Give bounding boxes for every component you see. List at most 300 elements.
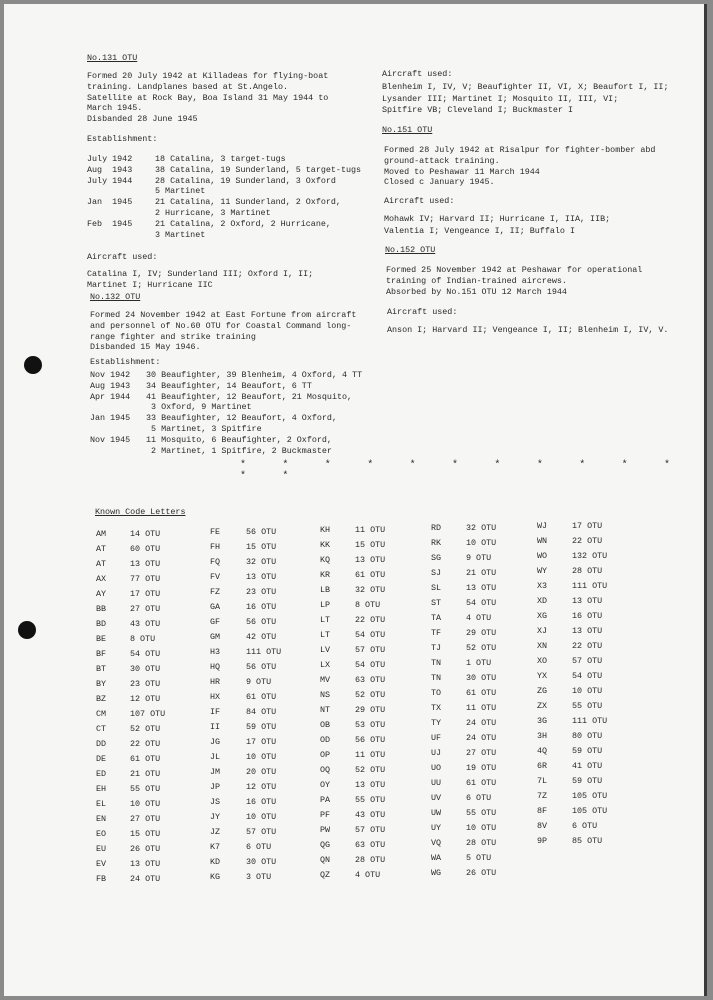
code-letters: XN: [537, 641, 548, 651]
code-letters: XD: [537, 596, 548, 606]
code-row: [96, 574, 165, 589]
establishment-aircraft: 5 Martinet, 3 Spitfire: [146, 423, 262, 434]
code-row: [431, 538, 496, 553]
establishment-aircraft: 2 Hurricane, 3 Martinet: [155, 207, 271, 218]
text-line: Closed c January 1945.: [384, 177, 495, 188]
code-unit: 12 OTU: [130, 694, 161, 704]
code-unit: 132 OTU: [572, 551, 608, 561]
code-row: [320, 600, 385, 615]
code-unit: 24 OTU: [130, 874, 161, 884]
otu132-aircraft-label: Aircraft used:: [382, 69, 453, 79]
code-row: [320, 780, 385, 795]
code-unit: 4 OTU: [466, 613, 492, 623]
code-letters: KD: [210, 857, 221, 867]
code-letters: OQ: [320, 765, 331, 775]
code-unit: 107 OTU: [130, 709, 166, 719]
code-row: [431, 763, 496, 778]
code-letters: UY: [431, 823, 442, 833]
code-row: [210, 542, 281, 557]
establishment-date: Apr 1944: [90, 391, 131, 402]
code-row: [210, 587, 281, 602]
code-row: [210, 842, 281, 857]
code-letters: ST: [431, 598, 442, 608]
code-row: [431, 628, 496, 643]
establishment-aircraft: 21 Catalina, 2 Oxford, 2 Hurricane,: [155, 218, 331, 229]
code-row: [431, 808, 496, 823]
code-letters: UU: [431, 778, 442, 788]
establishment-date: [90, 424, 146, 435]
code-row: [537, 611, 607, 626]
text-line: Formed 24 November 1942 at East Fortune from aircraft: [90, 310, 357, 320]
code-row: [320, 585, 385, 600]
section-title-132-otu: No.132 OTU: [90, 292, 141, 302]
code-column: [320, 525, 385, 885]
code-row: [537, 716, 607, 731]
code-unit: 105 OTU: [572, 791, 608, 801]
code-row: [210, 782, 281, 797]
otu131-aircraft-label: Aircraft used:: [87, 252, 158, 262]
text-line: Valentia I; Vengeance I, II; Buffalo I: [384, 225, 575, 236]
separator-text: * * * * * * * * * * * * *: [240, 460, 686, 482]
code-unit: 111 OTU: [246, 647, 282, 657]
text-line: Spitfire VB; Cleveland I; Buckmaster I: [382, 105, 573, 115]
code-unit: 54 OTU: [130, 649, 161, 659]
otu131-establishment-label: Establishment:: [87, 134, 158, 144]
code-row: [210, 797, 281, 812]
code-row: [96, 619, 165, 634]
code-row: [537, 626, 607, 641]
code-unit: 105 OTU: [572, 806, 608, 816]
code-letters: ED: [96, 769, 107, 779]
code-row: [210, 737, 281, 752]
code-letters: JG: [210, 737, 221, 747]
code-letters: AT: [96, 544, 107, 554]
code-letters: GA: [210, 602, 221, 612]
code-row: [210, 527, 281, 542]
code-letters: OP: [320, 750, 331, 760]
code-unit: 32 OTU: [246, 557, 277, 567]
code-unit: 43 OTU: [130, 619, 161, 629]
code-row: [210, 572, 281, 587]
code-unit: 61 OTU: [355, 570, 386, 580]
code-unit: 22 OTU: [572, 536, 603, 546]
code-row: [320, 675, 385, 690]
code-unit: 19 OTU: [466, 763, 497, 773]
code-unit: 52 OTU: [130, 724, 161, 734]
establishment-date: Jan 1945: [90, 413, 131, 424]
code-row: [96, 844, 165, 859]
code-row: [431, 598, 496, 613]
code-unit: 16 OTU: [572, 611, 603, 621]
section-title-131-otu: No.131 OTU: [87, 53, 138, 63]
code-row: [320, 840, 385, 855]
code-letters: WN: [537, 536, 548, 546]
code-row: [320, 750, 385, 765]
code-letters: AT: [96, 559, 107, 569]
code-row: [96, 874, 165, 889]
code-unit: 56 OTU: [246, 662, 277, 672]
code-letters: CM: [96, 709, 107, 719]
code-unit: 26 OTU: [130, 844, 161, 854]
code-unit: 29 OTU: [355, 705, 386, 715]
text-line: Martinet I; Hurricane IIC: [87, 279, 213, 290]
code-row: [96, 589, 165, 604]
text-line: Disbanded 15 May 1946.: [90, 342, 201, 353]
code-row: [320, 735, 385, 750]
text-line: training of Indian-trained aircrews.: [386, 275, 567, 286]
code-row: [210, 662, 281, 677]
code-letters: OD: [320, 735, 331, 745]
code-row: [210, 827, 281, 842]
code-letters: WG: [431, 868, 442, 878]
establishment-aircraft: 38 Catalina, 19 Sunderland, 5 target-tugs: [155, 164, 362, 175]
code-row: [431, 868, 496, 883]
code-letters: 7L: [537, 776, 548, 786]
establishment-date: Aug 1943: [90, 380, 131, 391]
code-letters: FB: [96, 874, 107, 884]
code-unit: 42 OTU: [246, 632, 277, 642]
code-unit: 26 OTU: [466, 868, 497, 878]
code-letters: FV: [210, 572, 221, 582]
otu132-establishment-table: [90, 370, 362, 456]
code-letters: HQ: [210, 662, 221, 672]
code-letters: KG: [210, 872, 221, 882]
text-line: March 1945.: [87, 103, 143, 114]
code-letters: EV: [96, 859, 107, 869]
otu132-establishment-label: Establishment:: [90, 357, 161, 367]
establishment-aircraft: 30 Beaufighter, 39 Blenheim, 4 Oxford, 4 TT: [146, 370, 363, 380]
code-letters: TN: [431, 673, 442, 683]
code-row: [210, 812, 281, 827]
code-row: [96, 544, 165, 559]
code-letters: H3: [210, 647, 221, 657]
text-line: Formed 28 July 1942 at Risalpur for fighter-bomber abd: [384, 145, 656, 155]
code-letters: NS: [320, 690, 331, 700]
code-row: [320, 540, 385, 555]
code-row: [210, 632, 281, 647]
code-letters: CT: [96, 724, 107, 734]
code-unit: 30 OTU: [246, 857, 277, 867]
code-row: [537, 731, 607, 746]
code-unit: 13 OTU: [246, 572, 277, 582]
code-unit: 54 OTU: [355, 660, 386, 670]
code-unit: 52 OTU: [355, 690, 386, 700]
code-unit: 16 OTU: [246, 602, 277, 612]
code-letters: K7: [210, 842, 221, 852]
code-unit: 13 OTU: [572, 626, 603, 636]
otu132-description: [90, 310, 356, 353]
code-unit: 8 OTU: [355, 600, 381, 610]
code-row: [431, 718, 496, 733]
code-row: [537, 776, 607, 791]
code-letters: FZ: [210, 587, 221, 597]
code-row: [431, 778, 496, 793]
code-unit: 63 OTU: [355, 840, 386, 850]
code-letters: LV: [320, 645, 331, 655]
code-unit: 43 OTU: [355, 810, 386, 820]
code-unit: 54 OTU: [572, 671, 603, 681]
code-row: [96, 679, 165, 694]
code-unit: 21 OTU: [130, 769, 161, 779]
code-letters: PA: [320, 795, 331, 805]
code-row: [431, 553, 496, 568]
code-unit: 24 OTU: [466, 733, 497, 743]
code-letters: BB: [96, 604, 107, 614]
code-row: [96, 859, 165, 874]
code-row: [320, 810, 385, 825]
code-row: [210, 752, 281, 767]
code-unit: 55 OTU: [130, 784, 161, 794]
punch-hole: [24, 356, 42, 374]
code-letters: LX: [320, 660, 331, 670]
text-line: and personnel of No.60 OTU for Coastal Command long-: [90, 320, 352, 331]
code-letters: JL: [210, 752, 221, 762]
code-letters: ZG: [537, 686, 548, 696]
code-unit: 21 OTU: [466, 568, 497, 578]
code-row: [210, 872, 281, 887]
code-row: [320, 630, 385, 645]
code-unit: 55 OTU: [466, 808, 497, 818]
code-unit: 6 OTU: [246, 842, 272, 852]
code-row: [431, 823, 496, 838]
text-line: Mohawk IV; Harvard II; Hurricane I, IIA, IIB;: [384, 214, 611, 224]
text-line: Formed 20 July 1942 at Killadeas for flying-boat: [87, 71, 329, 81]
code-unit: 56 OTU: [246, 527, 277, 537]
text-line: training. Landplanes based at St.Angelo.: [87, 81, 289, 92]
code-row: [431, 613, 496, 628]
code-letters: II: [210, 722, 221, 732]
code-letters: EO: [96, 829, 107, 839]
document-page: [4, 4, 707, 996]
code-letters: BY: [96, 679, 107, 689]
code-unit: 9 OTU: [466, 553, 492, 563]
code-row: [537, 581, 607, 596]
code-row: [210, 602, 281, 617]
code-unit: 27 OTU: [130, 604, 161, 614]
code-unit: 32 OTU: [355, 585, 386, 595]
code-unit: 27 OTU: [466, 748, 497, 758]
establishment-aircraft: 34 Beaufighter, 14 Beaufort, 6 TT: [146, 380, 312, 391]
code-letters: NT: [320, 705, 331, 715]
code-letters: LP: [320, 600, 331, 610]
code-unit: 12 OTU: [246, 782, 277, 792]
code-row: [537, 746, 607, 761]
text-line: range fighter and strike training: [90, 331, 256, 342]
code-unit: 57 OTU: [355, 645, 386, 655]
code-unit: 59 OTU: [246, 722, 277, 732]
code-letters: KH: [320, 525, 331, 535]
code-row: [537, 641, 607, 656]
code-row: [210, 767, 281, 782]
establishment-date: Nov 1942: [90, 370, 131, 380]
code-row: [431, 523, 496, 538]
code-row: [320, 615, 385, 630]
code-unit: 10 OTU: [246, 752, 277, 762]
establishment-aircraft: 21 Catalina, 11 Sunderland, 2 Oxford,: [155, 197, 341, 208]
code-letters: 8V: [537, 821, 548, 831]
code-letters: QG: [320, 840, 331, 850]
code-row: [320, 660, 385, 675]
code-letters: QN: [320, 855, 331, 865]
code-unit: 10 OTU: [466, 823, 497, 833]
establishment-date: Aug 1943: [87, 164, 133, 175]
code-row: [210, 692, 281, 707]
code-row: [320, 795, 385, 810]
code-letters: TF: [431, 628, 442, 638]
code-unit: 111 OTU: [572, 716, 608, 726]
code-unit: 13 OTU: [572, 596, 603, 606]
code-letters: MV: [320, 675, 331, 685]
code-letters: FE: [210, 527, 221, 537]
code-letters: X3: [537, 581, 548, 591]
code-row: [431, 748, 496, 763]
code-letters: AM: [96, 529, 107, 539]
otu131-description: [87, 71, 328, 125]
code-letters: WA: [431, 853, 442, 863]
code-letters: AX: [96, 574, 107, 584]
code-letters: WJ: [537, 521, 548, 531]
code-unit: 52 OTU: [355, 765, 386, 775]
code-unit: 4 OTU: [355, 870, 381, 880]
code-unit: 15 OTU: [130, 829, 161, 839]
code-letters: YX: [537, 671, 548, 681]
code-unit: 61 OTU: [466, 778, 497, 788]
code-unit: 11 OTU: [355, 525, 386, 535]
code-letters: UW: [431, 808, 442, 818]
code-unit: 13 OTU: [355, 780, 386, 790]
code-letters: WO: [537, 551, 548, 561]
otu152-description: [386, 265, 642, 297]
code-unit: 23 OTU: [246, 587, 277, 597]
code-unit: 63 OTU: [355, 675, 386, 685]
code-letters: 6R: [537, 761, 548, 771]
code-unit: 61 OTU: [246, 692, 277, 702]
code-unit: 29 OTU: [466, 628, 497, 638]
code-row: [96, 664, 165, 679]
code-unit: 30 OTU: [130, 664, 161, 674]
code-unit: 57 OTU: [355, 825, 386, 835]
code-letters: SG: [431, 553, 442, 563]
code-letters: JM: [210, 767, 221, 777]
code-unit: 11 OTU: [466, 703, 497, 713]
code-letters-title: Known Code Letters: [95, 507, 186, 517]
text-line: Anson I; Harvard II; Vengeance I, II; Blenheim I, IV, V.: [387, 325, 669, 335]
establishment-aircraft: 41 Beaufighter, 12 Beaufort, 21 Mosquito,: [146, 391, 353, 402]
code-row: [431, 688, 496, 703]
otu131-aircraft-list: [87, 269, 313, 291]
code-letters: GM: [210, 632, 221, 642]
code-row: [537, 791, 607, 806]
code-row: [96, 634, 165, 649]
separator-stars: [240, 460, 704, 482]
code-unit: 17 OTU: [572, 521, 603, 531]
code-row: [96, 559, 165, 574]
code-letters: FH: [210, 542, 221, 552]
code-letters: XJ: [537, 626, 548, 636]
code-row: [96, 529, 165, 544]
code-row: [320, 855, 385, 870]
code-row: [210, 557, 281, 572]
code-letters: DE: [96, 754, 107, 764]
establishment-date: Jan 1945: [87, 197, 133, 208]
code-row: [210, 647, 281, 662]
code-letters: LB: [320, 585, 331, 595]
code-letters: QZ: [320, 870, 331, 880]
code-letters: UV: [431, 793, 442, 803]
code-unit: 59 OTU: [572, 776, 603, 786]
establishment-date: Nov 1945: [90, 434, 131, 445]
code-unit: 13 OTU: [355, 555, 386, 565]
code-unit: 28 OTU: [572, 566, 603, 576]
code-letters: SL: [431, 583, 442, 593]
code-unit: 17 OTU: [130, 589, 161, 599]
code-unit: 13 OTU: [130, 559, 161, 569]
code-unit: 27 OTU: [130, 814, 161, 824]
code-row: [96, 829, 165, 844]
code-letters: BD: [96, 619, 107, 629]
code-row: [210, 707, 281, 722]
otu132-aircraft-list: [382, 82, 668, 117]
establishment-date: July 1942: [87, 154, 133, 164]
code-letters: UF: [431, 733, 442, 743]
establishment-aircraft: 2 Martinet, 1 Spitfire, 2 Buckmaster: [146, 445, 332, 456]
code-letters: JZ: [210, 827, 221, 837]
code-row: [320, 870, 385, 885]
otu131-establishment-table: [87, 154, 361, 240]
code-unit: 56 OTU: [355, 735, 386, 745]
code-letters: OY: [320, 780, 331, 790]
code-row: [96, 769, 165, 784]
code-letters: EH: [96, 784, 107, 794]
code-unit: 10 OTU: [466, 538, 497, 548]
text-line: Lysander III; Martinet I; Mosquito II, III, VI;: [382, 93, 619, 104]
code-row: [537, 701, 607, 716]
code-row: [96, 814, 165, 829]
otu152-aircraft-label: Aircraft used:: [387, 307, 458, 317]
text-line: Blenheim I, IV, V; Beaufighter II, VI, X; Beaufort I, II;: [382, 82, 669, 92]
code-letters: LT: [320, 615, 331, 625]
code-letters: KK: [320, 540, 331, 550]
code-unit: 54 OTU: [355, 630, 386, 640]
code-unit: 9 OTU: [246, 677, 272, 687]
code-unit: 77 OTU: [130, 574, 161, 584]
code-unit: 5 OTU: [466, 853, 492, 863]
code-unit: 41 OTU: [572, 761, 603, 771]
establishment-date: [90, 402, 146, 413]
code-unit: 111 OTU: [572, 581, 608, 591]
text-line: Satellite at Rock Bay, Boa Island 31 May 1944 to: [87, 92, 329, 103]
code-letters: KR: [320, 570, 331, 580]
code-letters: 4Q: [537, 746, 548, 756]
code-letters: TA: [431, 613, 442, 623]
code-row: [320, 525, 385, 540]
code-row: [320, 765, 385, 780]
code-unit: 60 OTU: [130, 544, 161, 554]
code-unit: 10 OTU: [246, 812, 277, 822]
code-unit: 16 OTU: [246, 797, 277, 807]
code-letters: 9P: [537, 836, 548, 846]
code-row: [320, 570, 385, 585]
code-row: [96, 739, 165, 754]
code-letters: OB: [320, 720, 331, 730]
code-row: [431, 853, 496, 868]
code-letters: VQ: [431, 838, 442, 848]
code-letters: SJ: [431, 568, 442, 578]
code-unit: 54 OTU: [466, 598, 497, 608]
code-unit: 13 OTU: [466, 583, 497, 593]
code-row: [431, 643, 496, 658]
code-row: [210, 617, 281, 632]
